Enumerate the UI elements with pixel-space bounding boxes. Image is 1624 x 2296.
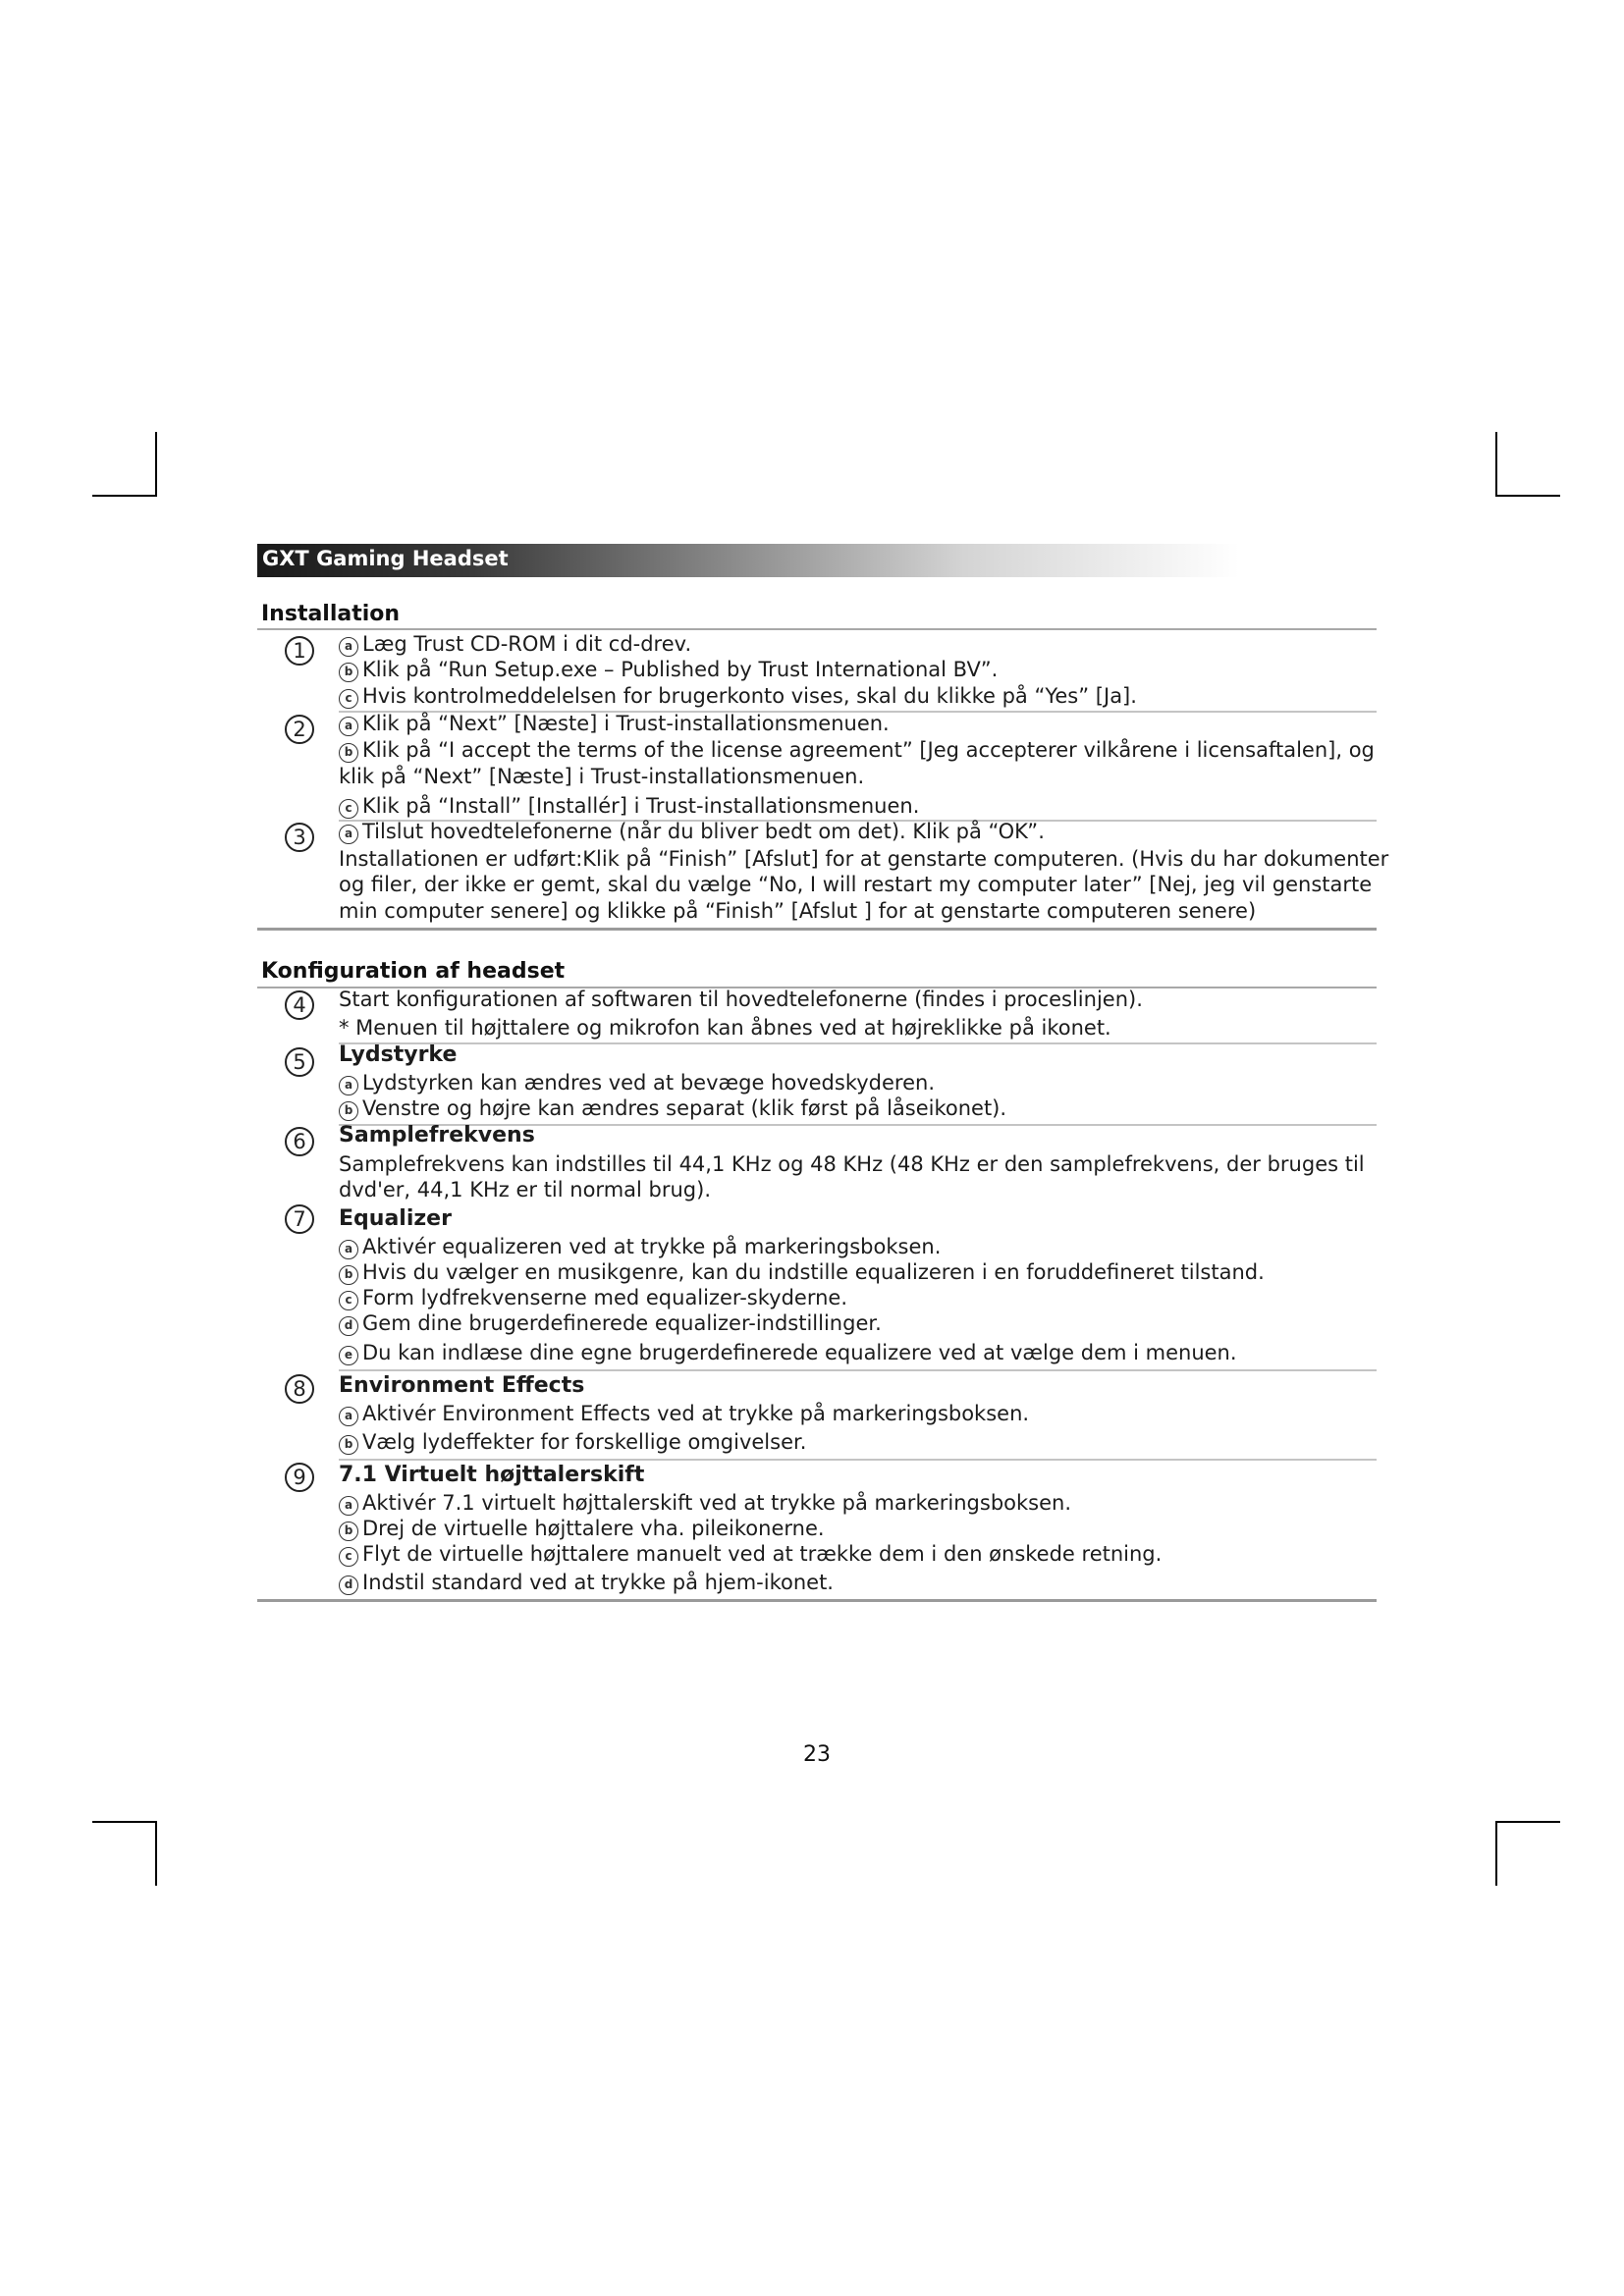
sub-marker-b: b bbox=[339, 663, 358, 682]
step-9-line-d bbox=[339, 1571, 834, 1595]
line-text: Vælg lydeffekter for forskellige omgivelser. bbox=[362, 1430, 807, 1454]
step-3-badge: 3 bbox=[285, 823, 314, 852]
line-text: Aktivér 7.1 virtuelt højttalerskift ved at trykke på markeringsboksen. bbox=[362, 1491, 1072, 1515]
step-divider bbox=[339, 1369, 1377, 1371]
sub-marker-d: d bbox=[339, 1575, 358, 1595]
line-text: Aktivér Environment Effects ved at trykke på markeringsboksen. bbox=[362, 1402, 1030, 1425]
line-text: Lydstyrken kan ændres ved at bevæge hovedskyderen. bbox=[362, 1071, 935, 1095]
step-5-heading: Lydstyrke bbox=[339, 1042, 458, 1067]
crop-mark-bottom-right-h bbox=[1495, 1821, 1560, 1823]
line-text: Klik på “Next” [Næste] i Trust-installationsmenuen. bbox=[362, 712, 890, 735]
crop-mark-top-left-h bbox=[92, 495, 157, 497]
crop-mark-top-right-v bbox=[1495, 432, 1497, 497]
step-7-line-b bbox=[339, 1260, 1265, 1285]
step-7-line-e bbox=[339, 1341, 1237, 1365]
crop-mark-bottom-left-h bbox=[92, 1821, 157, 1823]
sub-marker-d: d bbox=[339, 1316, 358, 1336]
step-4-badge: 4 bbox=[285, 990, 314, 1020]
step-8-heading: Environment Effects bbox=[339, 1373, 585, 1398]
step-2-line-a bbox=[339, 712, 890, 736]
line-text: Indstil standard ved at trykke på hjem-ikonet. bbox=[362, 1571, 834, 1594]
step-7-line-d bbox=[339, 1311, 882, 1336]
step-3-line-a bbox=[339, 820, 1045, 844]
installation-heading: Installation bbox=[261, 602, 401, 626]
step-divider bbox=[339, 1042, 1377, 1044]
line-text: Flyt de virtuelle højttalere manuelt ved at trække dem i den ønskede retning. bbox=[362, 1542, 1163, 1566]
line-text: Form lydfrekvenserne med equalizer-skyderne. bbox=[362, 1286, 847, 1309]
sub-marker-c: c bbox=[339, 799, 358, 819]
page-header-bar bbox=[257, 544, 1239, 577]
page-number: 23 bbox=[803, 1742, 831, 1767]
crop-mark-bottom-left-v bbox=[155, 1821, 157, 1886]
sub-marker-b: b bbox=[339, 1522, 358, 1541]
step-4-line-1: Start konfigurationen af softwaren til hovedtelefonerne (findes i proceslinjen). bbox=[339, 988, 1143, 1011]
line-text: Gem dine brugerdefinerede equalizer-indstillinger. bbox=[362, 1311, 882, 1335]
sub-marker-c: c bbox=[339, 1547, 358, 1567]
sub-marker-b: b bbox=[339, 1101, 358, 1121]
line-text: Drej de virtuelle højttalere vha. pileikonerne. bbox=[362, 1517, 825, 1540]
sub-marker-c: c bbox=[339, 1291, 358, 1310]
configuration-end-rule bbox=[257, 1599, 1377, 1602]
sub-marker-a: a bbox=[339, 717, 358, 736]
step-2-line-c bbox=[339, 794, 919, 819]
installation-rule bbox=[257, 628, 1377, 630]
step-3-line-4: min computer senere] og klikke på “Finish” [Afslut ] for at genstarte computeren senere) bbox=[339, 899, 1257, 923]
sub-marker-a: a bbox=[339, 637, 358, 657]
step-1-line-c bbox=[339, 684, 1137, 709]
step-7-line-c bbox=[339, 1286, 847, 1310]
line-text: Venstre og højre kan ændres separat (klik først på låseikonet). bbox=[362, 1096, 1007, 1120]
step-8-badge: 8 bbox=[285, 1374, 314, 1404]
sub-marker-a: a bbox=[339, 1240, 358, 1259]
step-2-badge: 2 bbox=[285, 715, 314, 744]
page-header-title: GXT Gaming Headset bbox=[262, 547, 509, 570]
step-7-line-a bbox=[339, 1235, 941, 1259]
step-9-line-c bbox=[339, 1542, 1162, 1567]
step-9-badge: 9 bbox=[285, 1463, 314, 1492]
step-6-badge: 6 bbox=[285, 1127, 314, 1156]
step-8-line-a bbox=[339, 1402, 1029, 1426]
step-6-line-2: dvd'er, 44,1 KHz er til normal brug). bbox=[339, 1178, 711, 1201]
crop-mark-top-right-h bbox=[1495, 495, 1560, 497]
step-4-line-2: * Menuen til højttalere og mikrofon kan åbnes ved at højreklikke på ikonet. bbox=[339, 1016, 1111, 1040]
step-9-line-a bbox=[339, 1491, 1071, 1516]
sub-marker-a: a bbox=[339, 825, 358, 844]
step-3-line-3: og filer, der ikke er gemt, skal du vælge “No, I will restart my computer later” [Nej, jeg vil genstarte bbox=[339, 873, 1373, 896]
sub-marker-a: a bbox=[339, 1076, 358, 1095]
step-1-line-b bbox=[339, 658, 998, 682]
sub-marker-a: a bbox=[339, 1407, 358, 1426]
step-7-heading: Equalizer bbox=[339, 1206, 452, 1231]
step-6-line-1: Samplefrekvens kan indstilles til 44,1 KHz og 48 KHz (48 KHz er den samplefrekvens, der bruges til bbox=[339, 1152, 1365, 1176]
sub-marker-b: b bbox=[339, 1265, 358, 1285]
step-8-line-b bbox=[339, 1430, 806, 1455]
sub-marker-e: e bbox=[339, 1346, 358, 1365]
step-3-line-2: Installationen er udført:Klik på “Finish” [Afslut] for at genstarte computeren. (Hvis du har dokumenter bbox=[339, 847, 1389, 871]
sub-marker-b: b bbox=[339, 1435, 358, 1455]
line-text: Aktivér equalizeren ved at trykke på markeringsboksen. bbox=[362, 1235, 942, 1258]
configuration-heading: Konfiguration af headset bbox=[261, 959, 566, 984]
line-text: Du kan indlæse dine egne brugerdefinerede equalizere ved at vælge dem i menuen. bbox=[362, 1341, 1237, 1364]
line-text: Klik på “Install” [Installér] i Trust-installationsmenuen. bbox=[362, 794, 920, 818]
sub-marker-a: a bbox=[339, 1496, 358, 1516]
line-text: Klik på “I accept the terms of the license agreement” [Jeg accepterer vilkårene i licensaftalen], og bbox=[362, 738, 1375, 762]
line-text: Læg Trust CD-ROM i dit cd-drev. bbox=[362, 632, 692, 656]
step-2-line-b bbox=[339, 738, 1375, 763]
step-9-line-b bbox=[339, 1517, 825, 1541]
crop-mark-bottom-right-v bbox=[1495, 1821, 1497, 1886]
step-5-line-a bbox=[339, 1071, 935, 1095]
step-1-line-a bbox=[339, 632, 691, 657]
step-1-badge: 1 bbox=[285, 636, 314, 666]
line-text: Hvis kontrolmeddelelsen for brugerkonto vises, skal du klikke på “Yes” [Ja]. bbox=[362, 684, 1137, 708]
step-5-badge: 5 bbox=[285, 1047, 314, 1077]
sub-marker-c: c bbox=[339, 689, 358, 709]
installation-end-rule bbox=[257, 928, 1377, 931]
crop-mark-top-left-v bbox=[155, 432, 157, 497]
step-9-heading: 7.1 Virtuelt højttalerskift bbox=[339, 1463, 645, 1487]
step-2-line-b-cont: klik på “Next” [Næste] i Trust-installationsmenuen. bbox=[339, 765, 865, 788]
sub-marker-b: b bbox=[339, 743, 358, 763]
line-text: Klik på “Run Setup.exe – Published by Trust International BV”. bbox=[362, 658, 999, 681]
step-divider bbox=[339, 1459, 1377, 1461]
line-text: Hvis du vælger en musikgenre, kan du indstille equalizeren i en foruddefineret tilstand. bbox=[362, 1260, 1265, 1284]
step-5-line-b bbox=[339, 1096, 1006, 1121]
step-7-badge: 7 bbox=[285, 1204, 314, 1234]
step-6-heading: Samplefrekvens bbox=[339, 1123, 535, 1148]
line-text: Tilslut hovedtelefonerne (når du bliver bedt om det). Klik på “OK”. bbox=[362, 820, 1045, 843]
